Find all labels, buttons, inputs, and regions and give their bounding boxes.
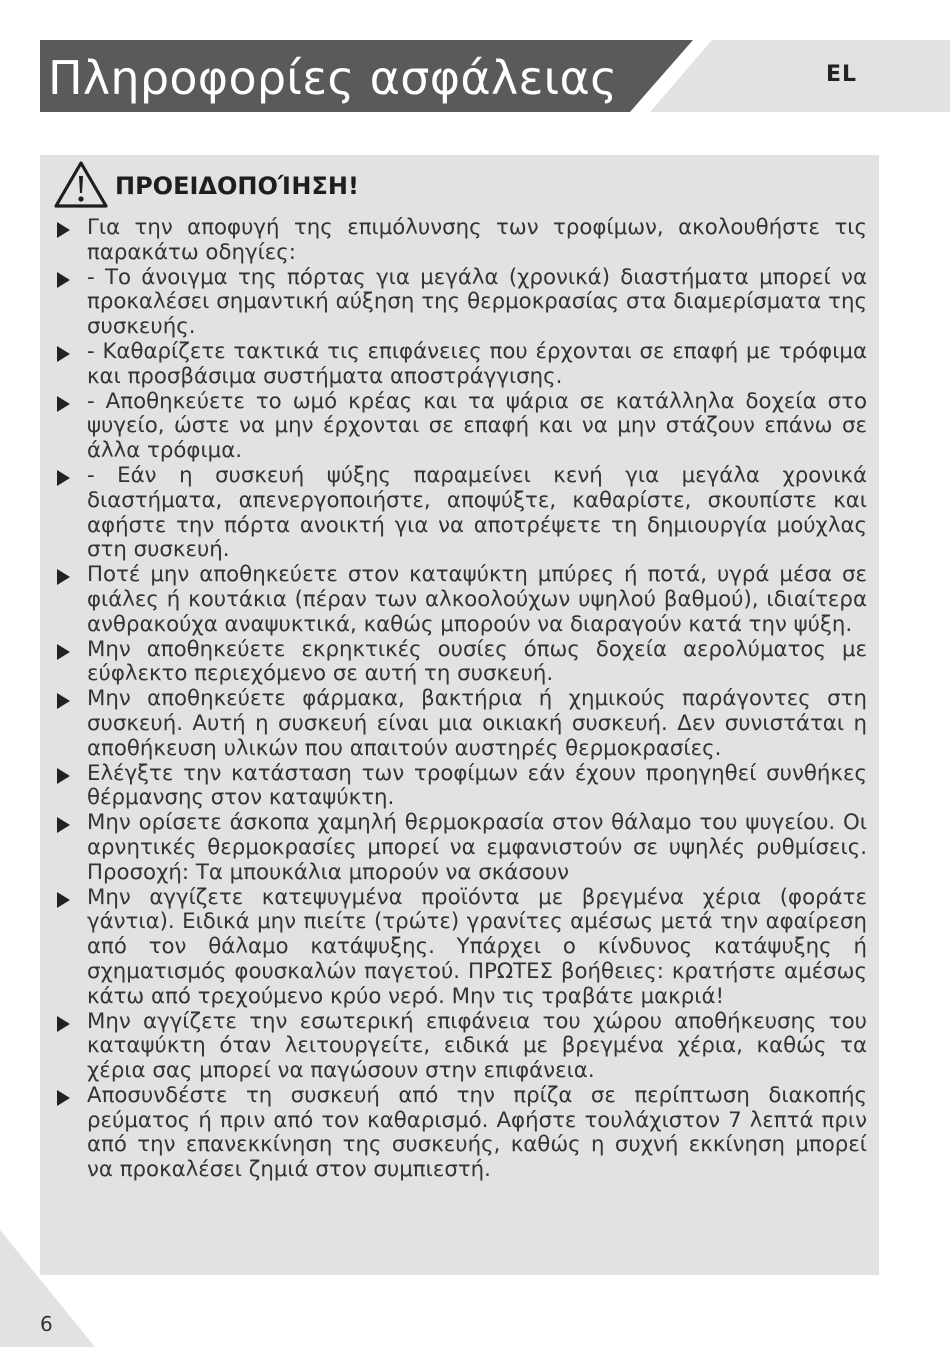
list-item [55,762,867,812]
warning-title: ΠΡΟΕΙΔΟΠΟΊΗΣΗ! [115,172,359,200]
list-item [55,811,867,885]
list-item [55,216,867,266]
list-item-text: - Εάν η συσκευή ψύξης παραμείνει κενή για μεγάλα χρονικά διαστήματα, απενεργοποιήστε, αποψύξτε, καθαρίστε, σκουπίστε και αφήστε την πόρτα ανοικτή για να αποτρέψετε τη δημιουργία μούχλας στη συσκευή. [87,462,867,563]
bullet-arrow-icon [57,470,70,486]
list-item-text: Μην αποθηκεύετε εκρηκτικές ουσίες όπως δοχεία αερολύματος με εύφλεκτο περιεχόμενο σε αυτή τη συσκευή. [87,636,867,687]
list-item [55,390,867,464]
list-item-text: Μην αγγίζετε την εσωτερική επιφάνεια του χώρου αποθήκευσης του καταψύκτη όταν λειτουργείτε, ειδικά με βρεγμένα χέρια, καθώς τα χέρια σας μπορεί να παγώσουν στην επιφάνεια. [87,1008,867,1084]
list-item-text: Μην αγγίζετε κατεψυγμένα προϊόντα με βρεγμένα χέρια (φοράτε γάντια). Ειδικά μην πιείτε (τρώτε) γρανίτες αμέσως μετά την αφαίρεση από τον θάλαμο κατάψυξης. Υπάρχει ο κίνδυνος κατάψυξης ή σχηματισμός φουσκαλών παγετού. ΠΡΩΤΕΣ βοήθειες: κρατήστε αμέσως κάτω από τρεχούμενο κρύο νερό. Μην τις τραβάτε μακριά! [87,884,867,1009]
list-item [55,464,867,563]
bullet-arrow-icon [57,768,70,784]
bullet-arrow-icon [57,817,70,833]
list-item [55,886,867,1010]
list-item-text: Ελέγξτε την κατάσταση των τροφίμων εάν έχουν προηγηθεί συνθήκες θέρμανσης στον καταψύκτη. [87,760,867,811]
list-item-text: Ποτέ μην αποθηκεύετε στον καταψύκτη μπύρες ή ποτά, υγρά μέσα σε φιάλες ή κουτάκια (πέραν των αλκοολούχων υψηλού βαθμού), ιδιαίτερα ανθρακούχα αναψυκτικά, καθώς μπορούν να διαραγούν κατά την ψύξη. [87,562,867,637]
language-label: EL [826,62,858,87]
list-item [55,1084,867,1183]
bullet-arrow-icon [57,222,70,238]
page-number: 6 [40,1312,53,1336]
bullet-arrow-icon [57,346,70,362]
list-item-text: - Καθαρίζετε τακτικά τις επιφάνειες που έρχονται σε επαφή με τρόφιμα και προσβάσιμα συστήματα αποστράγγισης. [87,338,867,389]
list-item [55,638,867,688]
bullet-arrow-icon [57,892,70,908]
list-item [55,687,867,761]
list-item-text: Μην ορίσετε άσκοπα χαμηλή θερμοκρασία στον θάλαμο του ψυγείου. Οι αρνητικές θερμοκρασίες μπορεί να εμφανιστούν σε υψηλές ρυθμίσεις. Προσοχή: Τα μπουκάλια μπορούν να σκάσουν [87,810,867,885]
warning-heading [53,160,553,210]
bullet-arrow-icon [57,693,70,709]
bullet-arrow-icon [57,1016,70,1032]
list-item-text: Αποσυνδέστε τη συσκευή από την πρίζα σε περίπτωση διακοπής ρεύματος ή πριν από τον καθαρισμό. Αφήστε τουλάχιστον 7 λεπτά πριν από την επανεκκίνηση της συσκευής, καθώς η συχνή εκκίνηση μπορεί να προκαλέσει ζημιά στον συμπιεστή. [87,1082,867,1183]
list-item-text: - Αποθηκεύετε το ωμό κρέας και τα ψάρια σε κατάλληλα δοχεία στο ψυγείο, ώστε να μην έρχονται σε επαφή και να μην στάζουν επάνω σε άλλα τρόφιμα. [87,388,867,464]
bullet-arrow-icon [57,396,70,412]
list-item-text: Μην αποθηκεύετε φάρμακα, βακτήρια ή χημικούς παράγοντες στη συσκευή. Αυτή η συσκευή είναι μια οικιακή συσκευή. Δεν συνιστάται η αποθήκευση υλικών που απαιτούν αυστηρές θερμοκρασίες. [87,686,867,761]
bullet-arrow-icon [57,644,70,660]
safety-instructions-list [55,216,867,1183]
bullet-arrow-icon [57,1090,70,1106]
list-item [55,563,867,637]
list-item [55,266,867,340]
page-title: Πληροφορίες ασφάλειας [48,51,618,105]
list-item [55,1010,867,1084]
warning-triangle-icon [53,160,109,210]
header-language-tab [650,40,950,112]
list-item-text: - Το άνοιγμα της πόρτας για μεγάλα (χρονικά) διαστήματα μπορεί να προκαλέσει σημαντική αύξηση της θερμοκρασίας στα διαμερίσματα της συσκευής. [87,264,867,340]
list-item [55,340,867,390]
list-item-text: Για την αποφυγή της επιμόλυνσης των τροφίμων, ακολουθήστε τις παρακάτω οδηγίες: [87,215,867,265]
bullet-arrow-icon [57,272,70,288]
bullet-arrow-icon [57,569,70,585]
